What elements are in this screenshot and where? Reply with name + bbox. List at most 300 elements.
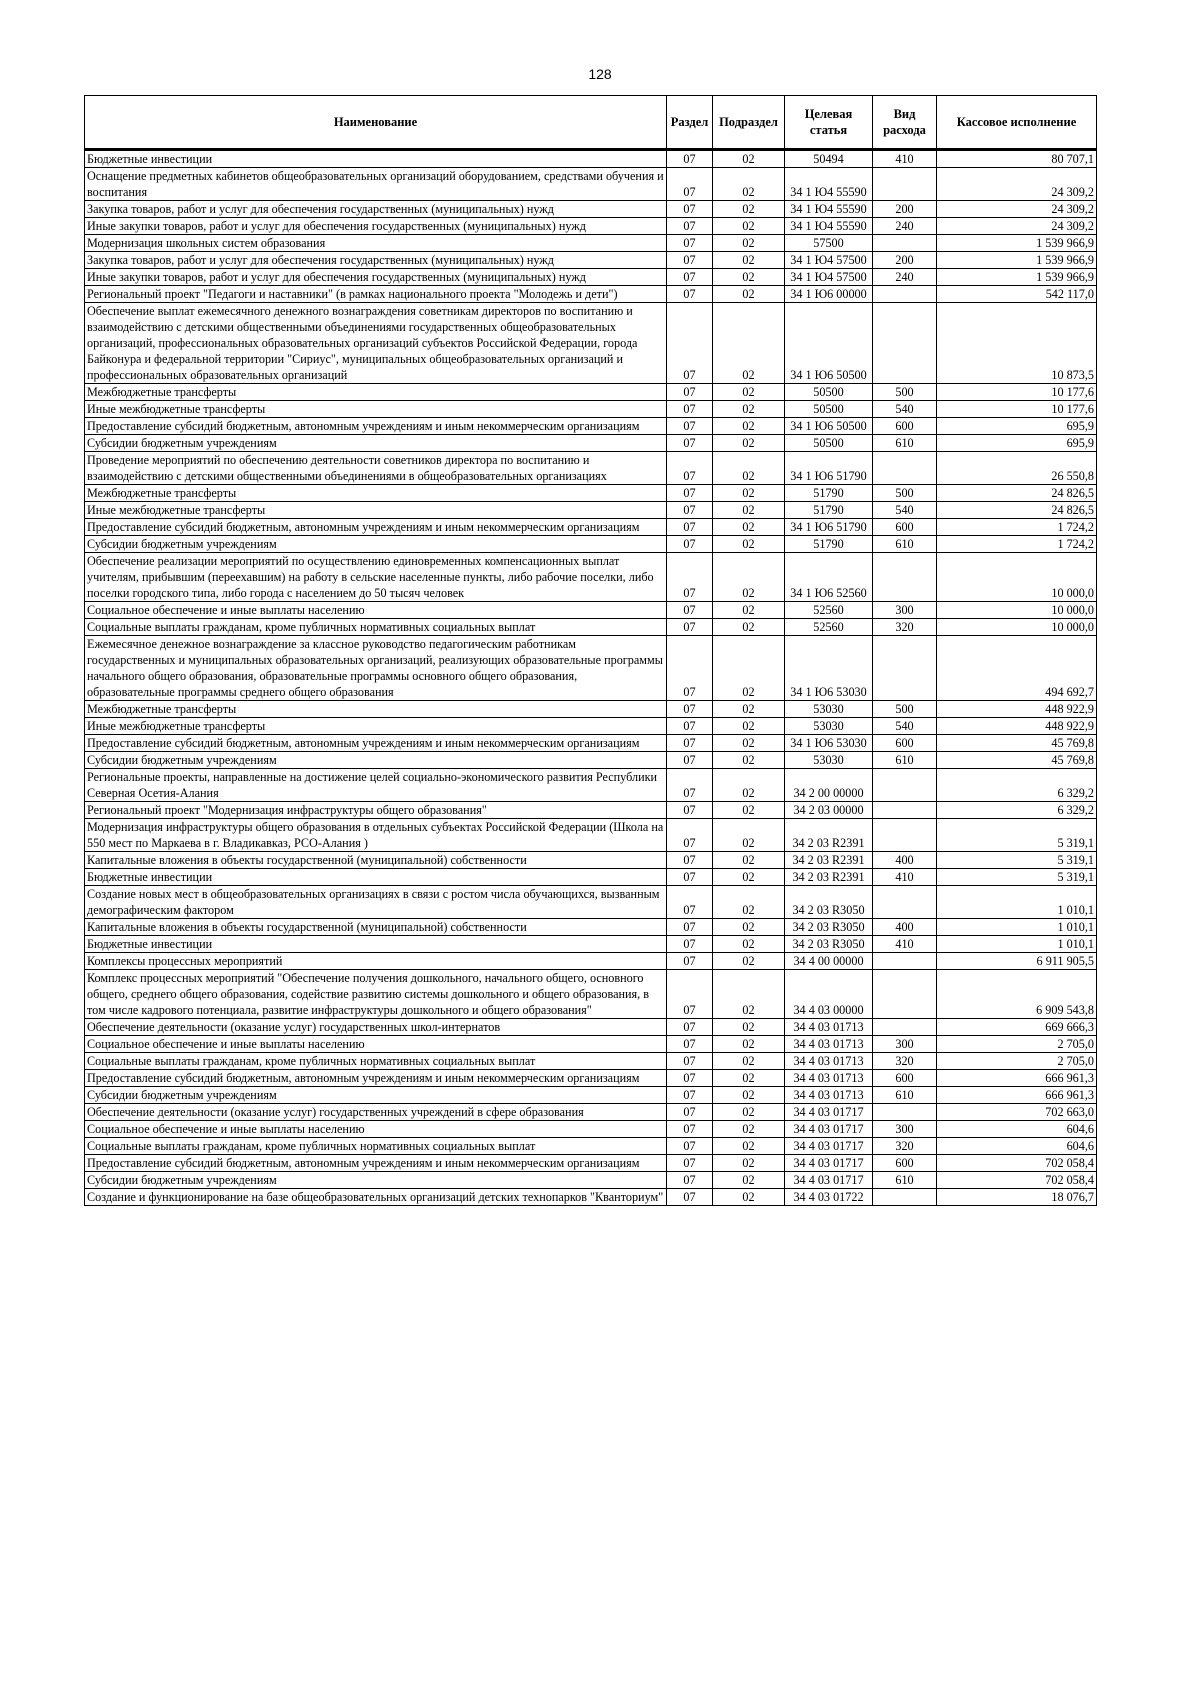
row-amount-cell: 448 922,9 (937, 718, 1097, 735)
row-name-cell: Комплексы процессных мероприятий (85, 953, 667, 970)
row-name-cell: Обеспечение выплат ежемесячного денежного вознаграждения советникам директоров по воспитанию и взаимодействию с детскими общественными объединениями государственных общеобразовательных организаций, профессиональных образовательных организаций субъектов Российской Федерации, города Байконура и федеральной территории "Сириус", муниципальных общеобразовательных организаций и профессиональных образовательных организаций (85, 303, 667, 384)
row-article-cell: 34 2 03 R2391 (785, 869, 873, 886)
row-article-cell: 34 4 03 01713 (785, 1070, 873, 1087)
row-article-cell: 34 2 00 00000 (785, 769, 873, 802)
row-amount-cell: 666 961,3 (937, 1070, 1097, 1087)
row-expense-type-cell: 540 (873, 502, 937, 519)
row-subsection-cell: 02 (713, 886, 785, 919)
row-article-cell: 50500 (785, 401, 873, 418)
row-section-cell: 07 (667, 519, 713, 536)
row-amount-cell: 702 058,4 (937, 1172, 1097, 1189)
row-subsection-cell: 02 (713, 553, 785, 602)
row-subsection-cell: 02 (713, 936, 785, 953)
row-subsection-cell: 02 (713, 168, 785, 201)
row-amount-cell: 1 539 966,9 (937, 269, 1097, 286)
row-amount-cell: 669 666,3 (937, 1019, 1097, 1036)
row-subsection-cell: 02 (713, 1104, 785, 1121)
row-subsection-cell: 02 (713, 819, 785, 852)
row-name-cell: Проведение мероприятий по обеспечению деятельности советников директора по воспитанию и взаимодействию с детскими общественными объединениями в общеобразовательных организациях (85, 452, 667, 485)
table-row (85, 936, 1097, 953)
row-subsection-cell: 02 (713, 502, 785, 519)
row-amount-cell: 18 076,7 (937, 1189, 1097, 1206)
table-row (85, 303, 1097, 384)
row-subsection-cell: 02 (713, 452, 785, 485)
row-expense-type-cell: 610 (873, 1087, 937, 1104)
row-article-cell: 34 4 03 01713 (785, 1019, 873, 1036)
row-article-cell: 34 4 03 01717 (785, 1155, 873, 1172)
row-amount-cell: 6 909 543,8 (937, 970, 1097, 1019)
row-expense-type-cell: 600 (873, 519, 937, 536)
table-row (85, 201, 1097, 218)
table-row (85, 602, 1097, 619)
header-name: Наименование (85, 96, 667, 150)
row-subsection-cell: 02 (713, 303, 785, 384)
table-row (85, 502, 1097, 519)
row-expense-type-cell: 320 (873, 1053, 937, 1070)
row-expense-type-cell: 300 (873, 602, 937, 619)
row-name-cell: Комплекс процессных мероприятий "Обеспечение получения дошкольного, начального общего, основного общего, среднего общего образования, содействие развитию системы дошкольного и общего образования, в том числе кадрового потенциала, развитие инфраструктуры дошкольного и общего образования" (85, 970, 667, 1019)
row-article-cell: 34 2 03 R3050 (785, 919, 873, 936)
row-article-cell: 51790 (785, 485, 873, 502)
row-section-cell: 07 (667, 536, 713, 553)
row-section-cell: 07 (667, 718, 713, 735)
row-section-cell: 07 (667, 1053, 713, 1070)
table-row (85, 168, 1097, 201)
row-name-cell: Бюджетные инвестиции (85, 150, 667, 168)
table-row (85, 970, 1097, 1019)
row-amount-cell: 1 010,1 (937, 919, 1097, 936)
row-amount-cell: 10 000,0 (937, 619, 1097, 636)
header-cash-execution: Кассовое исполнение (937, 96, 1097, 150)
row-subsection-cell: 02 (713, 286, 785, 303)
row-section-cell: 07 (667, 269, 713, 286)
row-article-cell: 34 2 03 R3050 (785, 886, 873, 919)
row-amount-cell: 6 329,2 (937, 769, 1097, 802)
table-row (85, 1070, 1097, 1087)
row-name-cell: Субсидии бюджетным учреждениям (85, 1172, 667, 1189)
table-row (85, 384, 1097, 401)
row-subsection-cell: 02 (713, 269, 785, 286)
row-section-cell: 07 (667, 150, 713, 168)
row-article-cell: 34 4 03 01713 (785, 1053, 873, 1070)
row-section-cell: 07 (667, 1121, 713, 1138)
row-article-cell: 53030 (785, 701, 873, 718)
row-name-cell: Региональный проект "Педагоги и наставники" (в рамках национального проекта "Молодежь и дети") (85, 286, 667, 303)
row-amount-cell: 604,6 (937, 1121, 1097, 1138)
table-row (85, 150, 1097, 168)
table-row (85, 636, 1097, 701)
row-section-cell: 07 (667, 869, 713, 886)
row-subsection-cell: 02 (713, 701, 785, 718)
row-name-cell: Бюджетные инвестиции (85, 869, 667, 886)
table-row (85, 1053, 1097, 1070)
table-row (85, 1036, 1097, 1053)
row-name-cell: Социальные выплаты гражданам, кроме публичных нормативных социальных выплат (85, 1053, 667, 1070)
row-name-cell: Предоставление субсидий бюджетным, автономным учреждениям и иным некоммерческим организациям (85, 735, 667, 752)
row-article-cell: 34 1 Ю6 00000 (785, 286, 873, 303)
row-amount-cell: 10 177,6 (937, 384, 1097, 401)
row-subsection-cell: 02 (713, 485, 785, 502)
row-article-cell: 34 1 Ю6 53030 (785, 636, 873, 701)
row-subsection-cell: 02 (713, 970, 785, 1019)
row-subsection-cell: 02 (713, 1121, 785, 1138)
row-section-cell: 07 (667, 819, 713, 852)
row-amount-cell: 24 826,5 (937, 485, 1097, 502)
table-row (85, 953, 1097, 970)
row-section-cell: 07 (667, 1189, 713, 1206)
row-subsection-cell: 02 (713, 852, 785, 869)
row-name-cell: Создание новых мест в общеобразовательных организациях в связи с ростом числа обучающихся, вызванным демографическим фактором (85, 886, 667, 919)
budget-execution-table (84, 95, 1097, 1206)
row-section-cell: 07 (667, 1036, 713, 1053)
row-article-cell: 51790 (785, 502, 873, 519)
row-name-cell: Иные межбюджетные трансферты (85, 401, 667, 418)
row-subsection-cell: 02 (713, 1053, 785, 1070)
row-article-cell: 34 1 Ю6 50500 (785, 418, 873, 435)
row-amount-cell: 10 000,0 (937, 602, 1097, 619)
row-section-cell: 07 (667, 553, 713, 602)
row-article-cell: 34 1 Ю4 55590 (785, 218, 873, 235)
row-expense-type-cell (873, 303, 937, 384)
row-expense-type-cell (873, 553, 937, 602)
row-subsection-cell: 02 (713, 519, 785, 536)
row-section-cell: 07 (667, 701, 713, 718)
row-article-cell: 34 1 Ю6 51790 (785, 452, 873, 485)
table-row (85, 735, 1097, 752)
row-subsection-cell: 02 (713, 802, 785, 819)
row-article-cell: 53030 (785, 718, 873, 735)
row-amount-cell: 5 319,1 (937, 819, 1097, 852)
table-row (85, 553, 1097, 602)
row-expense-type-cell (873, 802, 937, 819)
row-article-cell: 50500 (785, 435, 873, 452)
row-amount-cell: 702 058,4 (937, 1155, 1097, 1172)
row-subsection-cell: 02 (713, 1172, 785, 1189)
row-amount-cell: 702 663,0 (937, 1104, 1097, 1121)
table-row (85, 886, 1097, 919)
row-article-cell: 34 4 03 01722 (785, 1189, 873, 1206)
table-header (85, 96, 1097, 150)
row-article-cell: 52560 (785, 602, 873, 619)
row-amount-cell: 604,6 (937, 1138, 1097, 1155)
row-amount-cell: 1 539 966,9 (937, 252, 1097, 269)
row-subsection-cell: 02 (713, 602, 785, 619)
row-amount-cell: 2 705,0 (937, 1036, 1097, 1053)
row-expense-type-cell: 600 (873, 418, 937, 435)
row-article-cell: 34 1 Ю6 51790 (785, 519, 873, 536)
row-expense-type-cell (873, 286, 937, 303)
row-name-cell: Иные закупки товаров, работ и услуг для обеспечения государственных (муниципальных) нужд (85, 269, 667, 286)
row-subsection-cell: 02 (713, 201, 785, 218)
table-row (85, 819, 1097, 852)
row-expense-type-cell: 410 (873, 936, 937, 953)
table-row (85, 701, 1097, 718)
row-subsection-cell: 02 (713, 235, 785, 252)
table-row (85, 252, 1097, 269)
row-article-cell: 34 1 Ю4 55590 (785, 201, 873, 218)
row-subsection-cell: 02 (713, 1019, 785, 1036)
row-article-cell: 34 4 03 01717 (785, 1121, 873, 1138)
row-amount-cell: 10 000,0 (937, 553, 1097, 602)
row-name-cell: Закупка товаров, работ и услуг для обеспечения государственных (муниципальных) нужд (85, 201, 667, 218)
row-expense-type-cell: 610 (873, 536, 937, 553)
row-subsection-cell: 02 (713, 536, 785, 553)
row-amount-cell: 5 319,1 (937, 852, 1097, 869)
row-amount-cell: 695,9 (937, 435, 1097, 452)
row-subsection-cell: 02 (713, 619, 785, 636)
row-subsection-cell: 02 (713, 1138, 785, 1155)
row-expense-type-cell: 610 (873, 752, 937, 769)
row-name-cell: Ежемесячное денежное вознаграждение за классное руководство педагогическим работникам государственных и муниципальных образовательных организаций, реализующих образовательные программы начального общего образования, образовательные программы основного общего образования, образовательные программы среднего общего образования (85, 636, 667, 701)
row-subsection-cell: 02 (713, 401, 785, 418)
table-row (85, 1104, 1097, 1121)
table-row (85, 802, 1097, 819)
row-name-cell: Иные закупки товаров, работ и услуг для обеспечения государственных (муниципальных) нужд (85, 218, 667, 235)
row-name-cell: Капитальные вложения в объекты государственной (муниципальной) собственности (85, 919, 667, 936)
row-section-cell: 07 (667, 936, 713, 953)
table-row (85, 1138, 1097, 1155)
row-section-cell: 07 (667, 752, 713, 769)
row-article-cell: 34 1 Ю6 53030 (785, 735, 873, 752)
table-row (85, 769, 1097, 802)
row-name-cell: Иные межбюджетные трансферты (85, 502, 667, 519)
row-article-cell: 50494 (785, 150, 873, 168)
row-section-cell: 07 (667, 602, 713, 619)
table-row (85, 1155, 1097, 1172)
table-row (85, 1019, 1097, 1036)
row-subsection-cell: 02 (713, 953, 785, 970)
row-subsection-cell: 02 (713, 919, 785, 936)
row-expense-type-cell (873, 953, 937, 970)
row-name-cell: Межбюджетные трансферты (85, 485, 667, 502)
row-section-cell: 07 (667, 769, 713, 802)
row-section-cell: 07 (667, 852, 713, 869)
row-subsection-cell: 02 (713, 718, 785, 735)
row-amount-cell: 448 922,9 (937, 701, 1097, 718)
table-row (85, 1087, 1097, 1104)
row-name-cell: Социальное обеспечение и иные выплаты населению (85, 602, 667, 619)
row-expense-type-cell: 320 (873, 619, 937, 636)
row-expense-type-cell: 400 (873, 919, 937, 936)
row-amount-cell: 10 177,6 (937, 401, 1097, 418)
row-article-cell: 52560 (785, 619, 873, 636)
row-subsection-cell: 02 (713, 1036, 785, 1053)
row-amount-cell: 80 707,1 (937, 150, 1097, 168)
table-row (85, 235, 1097, 252)
table-row (85, 869, 1097, 886)
row-article-cell: 34 4 00 00000 (785, 953, 873, 970)
table-row (85, 718, 1097, 735)
row-section-cell: 07 (667, 953, 713, 970)
header-subsection: Подраздел (713, 96, 785, 150)
row-article-cell: 34 2 03 R2391 (785, 819, 873, 852)
row-section-cell: 07 (667, 1155, 713, 1172)
row-section-cell: 07 (667, 919, 713, 936)
row-section-cell: 07 (667, 168, 713, 201)
row-section-cell: 07 (667, 1087, 713, 1104)
row-amount-cell: 1 539 966,9 (937, 235, 1097, 252)
row-name-cell: Субсидии бюджетным учреждениям (85, 435, 667, 452)
row-name-cell: Предоставление субсидий бюджетным, автономным учреждениям и иным некоммерческим организациям (85, 1155, 667, 1172)
row-expense-type-cell: 300 (873, 1036, 937, 1053)
row-expense-type-cell: 200 (873, 201, 937, 218)
row-name-cell: Межбюджетные трансферты (85, 384, 667, 401)
row-expense-type-cell: 410 (873, 869, 937, 886)
row-section-cell: 07 (667, 384, 713, 401)
table-row (85, 1189, 1097, 1206)
row-subsection-cell: 02 (713, 1087, 785, 1104)
table-row (85, 752, 1097, 769)
row-section-cell: 07 (667, 735, 713, 752)
row-subsection-cell: 02 (713, 769, 785, 802)
header-expense-type: Вид расхода (873, 96, 937, 150)
row-expense-type-cell: 500 (873, 384, 937, 401)
row-section-cell: 07 (667, 970, 713, 1019)
row-article-cell: 34 4 03 01717 (785, 1172, 873, 1189)
row-expense-type-cell: 610 (873, 1172, 937, 1189)
row-section-cell: 07 (667, 235, 713, 252)
row-section-cell: 07 (667, 401, 713, 418)
table-row (85, 269, 1097, 286)
row-expense-type-cell (873, 235, 937, 252)
row-amount-cell: 6 911 905,5 (937, 953, 1097, 970)
row-amount-cell: 494 692,7 (937, 636, 1097, 701)
row-subsection-cell: 02 (713, 1189, 785, 1206)
row-subsection-cell: 02 (713, 752, 785, 769)
row-amount-cell: 5 319,1 (937, 869, 1097, 886)
row-article-cell: 34 1 Ю4 57500 (785, 252, 873, 269)
row-name-cell: Оснащение предметных кабинетов общеобразовательных организаций оборудованием, средствами обучения и воспитания (85, 168, 667, 201)
header-target-article: Целевая статья (785, 96, 873, 150)
row-amount-cell: 2 705,0 (937, 1053, 1097, 1070)
row-subsection-cell: 02 (713, 218, 785, 235)
row-section-cell: 07 (667, 502, 713, 519)
row-name-cell: Создание и функционирование на базе общеобразовательных организаций детских технопарков "Кванториум" (85, 1189, 667, 1206)
row-amount-cell: 24 309,2 (937, 218, 1097, 235)
row-article-cell: 34 4 03 01717 (785, 1138, 873, 1155)
row-article-cell: 34 4 03 01713 (785, 1036, 873, 1053)
row-amount-cell: 24 826,5 (937, 502, 1097, 519)
table-row (85, 286, 1097, 303)
row-amount-cell: 666 961,3 (937, 1087, 1097, 1104)
row-name-cell: Бюджетные инвестиции (85, 936, 667, 953)
row-article-cell: 57500 (785, 235, 873, 252)
row-article-cell: 51790 (785, 536, 873, 553)
row-name-cell: Обеспечение деятельности (оказание услуг) государственных школ-интернатов (85, 1019, 667, 1036)
row-expense-type-cell (873, 769, 937, 802)
row-amount-cell: 45 769,8 (937, 752, 1097, 769)
row-expense-type-cell (873, 636, 937, 701)
row-section-cell: 07 (667, 452, 713, 485)
table-row (85, 485, 1097, 502)
table-body (85, 150, 1097, 1206)
row-expense-type-cell: 320 (873, 1138, 937, 1155)
row-article-cell: 34 4 03 00000 (785, 970, 873, 1019)
row-section-cell: 07 (667, 252, 713, 269)
table-row (85, 218, 1097, 235)
row-section-cell: 07 (667, 1019, 713, 1036)
row-name-cell: Региональные проекты, направленные на достижение целей социально-экономического развития Республики Северная Осетия-Алания (85, 769, 667, 802)
row-name-cell: Социальное обеспечение и иные выплаты населению (85, 1121, 667, 1138)
header-section: Раздел (667, 96, 713, 150)
row-amount-cell: 26 550,8 (937, 452, 1097, 485)
row-name-cell: Социальные выплаты гражданам, кроме публичных нормативных социальных выплат (85, 619, 667, 636)
table-row (85, 852, 1097, 869)
row-article-cell: 34 1 Ю4 57500 (785, 269, 873, 286)
row-subsection-cell: 02 (713, 150, 785, 168)
row-expense-type-cell (873, 1019, 937, 1036)
row-amount-cell: 1 010,1 (937, 936, 1097, 953)
row-section-cell: 07 (667, 802, 713, 819)
row-subsection-cell: 02 (713, 1155, 785, 1172)
row-article-cell: 34 2 03 R3050 (785, 936, 873, 953)
row-section-cell: 07 (667, 619, 713, 636)
row-name-cell: Обеспечение реализации мероприятий по осуществлению единовременных компенсационных выплат учителям, прибывшим (переехавшим) на работу в сельские населенные пункты, либо рабочие поселки, либо поселки городского типа, либо города с населением до 50 тысяч человек (85, 553, 667, 602)
row-section-cell: 07 (667, 1138, 713, 1155)
row-section-cell: 07 (667, 636, 713, 701)
row-expense-type-cell (873, 1189, 937, 1206)
table-row (85, 536, 1097, 553)
table-row (85, 435, 1097, 452)
row-name-cell: Модернизация школьных систем образования (85, 235, 667, 252)
row-subsection-cell: 02 (713, 735, 785, 752)
row-expense-type-cell (873, 1104, 937, 1121)
row-subsection-cell: 02 (713, 869, 785, 886)
row-name-cell: Межбюджетные трансферты (85, 701, 667, 718)
row-expense-type-cell: 540 (873, 718, 937, 735)
row-expense-type-cell: 410 (873, 150, 937, 168)
row-section-cell: 07 (667, 886, 713, 919)
row-article-cell: 53030 (785, 752, 873, 769)
row-expense-type-cell: 240 (873, 269, 937, 286)
table-row (85, 1121, 1097, 1138)
row-section-cell: 07 (667, 485, 713, 502)
row-expense-type-cell (873, 819, 937, 852)
row-expense-type-cell: 240 (873, 218, 937, 235)
row-subsection-cell: 02 (713, 435, 785, 452)
table-row (85, 418, 1097, 435)
row-article-cell: 34 2 03 00000 (785, 802, 873, 819)
row-expense-type-cell (873, 970, 937, 1019)
row-section-cell: 07 (667, 286, 713, 303)
row-expense-type-cell (873, 886, 937, 919)
row-subsection-cell: 02 (713, 636, 785, 701)
row-name-cell: Субсидии бюджетным учреждениям (85, 1087, 667, 1104)
row-name-cell: Модернизация инфраструктуры общего образования в отдельных субъектах Российской Федерации (Школа на 550 мест по Маркаева в г. Владикавказ, РСО-Алания ) (85, 819, 667, 852)
row-name-cell: Субсидии бюджетным учреждениям (85, 536, 667, 553)
row-name-cell: Закупка товаров, работ и услуг для обеспечения государственных (муниципальных) нужд (85, 252, 667, 269)
row-amount-cell: 24 309,2 (937, 168, 1097, 201)
row-article-cell: 34 2 03 R2391 (785, 852, 873, 869)
table-row (85, 619, 1097, 636)
row-article-cell: 34 1 Ю6 50500 (785, 303, 873, 384)
row-expense-type-cell: 500 (873, 701, 937, 718)
row-section-cell: 07 (667, 1104, 713, 1121)
row-expense-type-cell (873, 168, 937, 201)
row-section-cell: 07 (667, 201, 713, 218)
table-row (85, 452, 1097, 485)
row-section-cell: 07 (667, 218, 713, 235)
row-expense-type-cell: 600 (873, 1070, 937, 1087)
row-expense-type-cell (873, 452, 937, 485)
row-name-cell: Обеспечение деятельности (оказание услуг) государственных учреждений в сфере образования (85, 1104, 667, 1121)
row-name-cell: Социальное обеспечение и иные выплаты населению (85, 1036, 667, 1053)
row-article-cell: 34 1 Ю6 52560 (785, 553, 873, 602)
row-expense-type-cell: 200 (873, 252, 937, 269)
row-subsection-cell: 02 (713, 252, 785, 269)
row-expense-type-cell: 540 (873, 401, 937, 418)
row-expense-type-cell: 400 (873, 852, 937, 869)
